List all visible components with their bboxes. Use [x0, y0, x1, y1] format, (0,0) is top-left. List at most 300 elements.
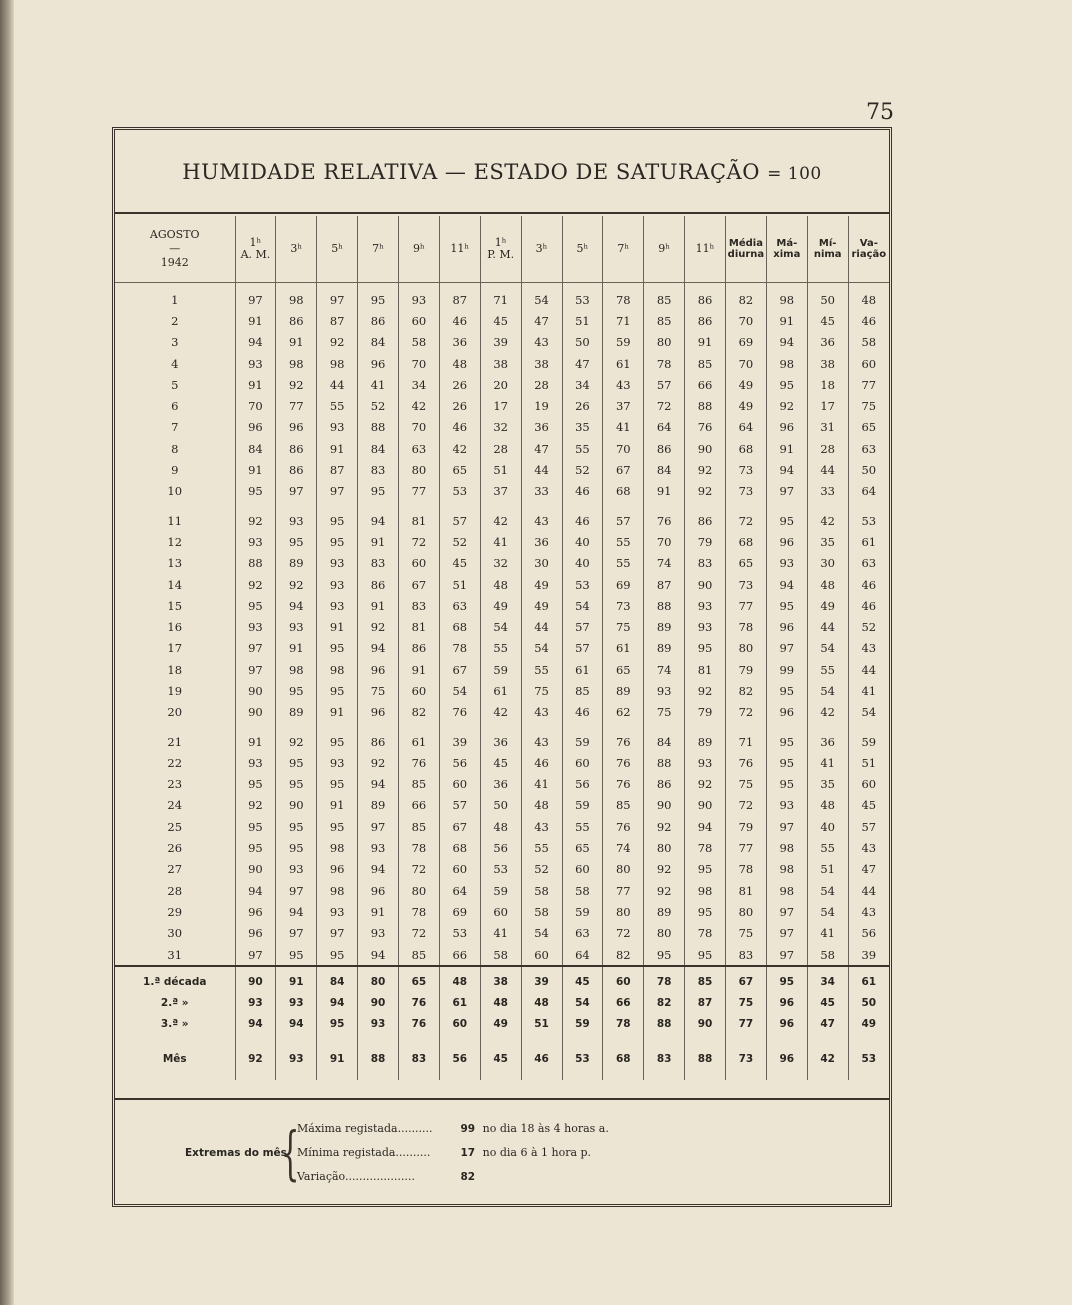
- value-cell: 75: [726, 774, 767, 795]
- stat-header: [848, 216, 889, 283]
- gap-cell: [276, 1072, 317, 1080]
- gap-cell: [235, 502, 276, 510]
- day-cell: 5: [171, 377, 179, 392]
- value-cell: 60: [399, 553, 440, 574]
- gap-cell: [399, 502, 440, 510]
- value-cell: 30: [807, 553, 848, 574]
- value-cell: 42: [480, 510, 521, 531]
- value-cell: 95: [235, 481, 276, 502]
- value-cell: 97: [766, 638, 807, 659]
- summary-value: 90: [685, 1013, 726, 1034]
- value-cell: 94: [358, 510, 399, 531]
- value-cell: 90: [685, 795, 726, 816]
- value-cell: 86: [685, 510, 726, 531]
- value-cell: 92: [644, 880, 685, 901]
- value-cell: 44: [521, 459, 562, 480]
- table-row: [115, 353, 889, 374]
- gap-cell: [562, 723, 603, 731]
- stat-header: [807, 216, 848, 283]
- value-cell: 91: [235, 374, 276, 395]
- value-cell: 81: [726, 880, 767, 901]
- value-cell: 46: [439, 310, 480, 331]
- gap-cell: [766, 1034, 807, 1046]
- value-cell: 60: [439, 859, 480, 880]
- value-cell: 73: [726, 481, 767, 502]
- value-cell: 46: [562, 510, 603, 531]
- value-cell: 95: [276, 837, 317, 858]
- value-cell: 28: [480, 438, 521, 459]
- gap-cell: [276, 723, 317, 731]
- value-cell: 50: [480, 795, 521, 816]
- value-cell: 95: [685, 944, 726, 966]
- value-cell: 67: [399, 574, 440, 595]
- gap-cell: [603, 1034, 644, 1046]
- title-equals: = 100: [767, 164, 822, 184]
- hour-header-line: 9ʰ: [658, 241, 671, 255]
- value-cell: 89: [276, 553, 317, 574]
- extremes-label: Extremas do mês: [185, 1147, 287, 1159]
- value-cell: 93: [235, 353, 276, 374]
- table-row: [115, 531, 889, 552]
- value-cell: 44: [807, 616, 848, 637]
- summary-spacer: [115, 1034, 889, 1046]
- value-cell: 95: [766, 595, 807, 616]
- extreme-max-value: 99: [460, 1123, 476, 1135]
- value-cell: 79: [726, 816, 767, 837]
- value-cell: 96: [358, 880, 399, 901]
- value-cell: 96: [235, 417, 276, 438]
- value-cell: 86: [358, 731, 399, 752]
- value-cell: 28: [807, 438, 848, 459]
- value-cell: 93: [685, 595, 726, 616]
- value-cell: 77: [848, 374, 889, 395]
- value-cell: 87: [317, 310, 358, 331]
- value-cell: 97: [317, 283, 358, 311]
- value-cell: 45: [480, 752, 521, 773]
- table-row: [115, 680, 889, 701]
- value-cell: 96: [235, 923, 276, 944]
- value-cell: 71: [603, 310, 644, 331]
- hour-header-line: A. M.: [240, 248, 271, 261]
- value-cell: 91: [644, 481, 685, 502]
- value-cell: 92: [276, 374, 317, 395]
- gap-cell: [726, 1072, 767, 1080]
- value-cell: 57: [562, 616, 603, 637]
- value-cell: 19: [521, 395, 562, 416]
- summary-value: 65: [399, 971, 440, 992]
- value-cell: 93: [317, 752, 358, 773]
- value-cell: 95: [276, 816, 317, 837]
- value-cell: 97: [235, 638, 276, 659]
- value-cell: 93: [766, 795, 807, 816]
- value-cell: 69: [439, 901, 480, 922]
- value-cell: 54: [480, 616, 521, 637]
- value-cell: 66: [439, 944, 480, 966]
- value-cell: 98: [317, 353, 358, 374]
- value-cell: 90: [235, 859, 276, 880]
- summary-value: 94: [235, 1013, 276, 1034]
- value-cell: 41: [848, 680, 889, 701]
- value-cell: 54: [562, 595, 603, 616]
- table-row: [115, 283, 889, 311]
- value-cell: 95: [276, 944, 317, 966]
- day-cell: 16: [167, 620, 183, 635]
- value-cell: 56: [562, 774, 603, 795]
- value-cell: 95: [276, 680, 317, 701]
- day-cell: 21: [167, 734, 183, 749]
- day-cell: 14: [167, 577, 183, 592]
- value-cell: 54: [807, 680, 848, 701]
- stat-header-line: nima: [813, 249, 842, 260]
- value-cell: 68: [726, 531, 767, 552]
- value-cell: 85: [685, 353, 726, 374]
- value-cell: 98: [766, 859, 807, 880]
- value-cell: 97: [276, 880, 317, 901]
- value-cell: 41: [807, 923, 848, 944]
- value-cell: 95: [766, 774, 807, 795]
- extremes-block: [185, 1119, 865, 1192]
- value-cell: 44: [848, 880, 889, 901]
- value-cell: 83: [399, 595, 440, 616]
- value-cell: 46: [562, 702, 603, 723]
- value-cell: 81: [685, 659, 726, 680]
- summary-value: 45: [562, 971, 603, 992]
- value-cell: 94: [358, 638, 399, 659]
- title-main: HUMIDADE RELATIVA — ESTADO DE SATURAÇÃO: [182, 160, 760, 184]
- value-cell: 92: [644, 816, 685, 837]
- day-cell: 31: [167, 947, 183, 962]
- gap-cell: [480, 502, 521, 510]
- value-cell: 65: [439, 459, 480, 480]
- day-cell: 2: [171, 313, 179, 328]
- gap-cell: [439, 1072, 480, 1080]
- value-cell: 96: [358, 659, 399, 680]
- value-cell: 94: [685, 816, 726, 837]
- value-cell: 78: [439, 638, 480, 659]
- table-row: [115, 901, 889, 922]
- gap-cell: [644, 502, 685, 510]
- hour-header: [685, 216, 726, 283]
- value-cell: 86: [358, 310, 399, 331]
- value-cell: 78: [399, 901, 440, 922]
- month-value: 83: [399, 1046, 440, 1072]
- summary-value: 49: [480, 1013, 521, 1034]
- table-row: [115, 837, 889, 858]
- month-header: [115, 216, 235, 283]
- value-cell: 72: [644, 395, 685, 416]
- value-cell: 48: [480, 574, 521, 595]
- value-cell: 85: [644, 283, 685, 311]
- value-cell: 92: [235, 510, 276, 531]
- value-cell: 83: [685, 553, 726, 574]
- value-cell: 92: [235, 795, 276, 816]
- gap-cell: [685, 1034, 726, 1046]
- value-cell: 41: [480, 923, 521, 944]
- day-cell: 13: [167, 556, 183, 571]
- stat-header-line: diurna: [727, 249, 765, 260]
- value-cell: 52: [562, 459, 603, 480]
- summary-value: 93: [276, 992, 317, 1013]
- value-cell: 41: [603, 417, 644, 438]
- gap-cell: [358, 1072, 399, 1080]
- day-cell: 19: [167, 683, 183, 698]
- value-cell: 93: [317, 901, 358, 922]
- gap-cell: [317, 502, 358, 510]
- value-cell: 38: [480, 353, 521, 374]
- gap-cell: [848, 723, 889, 731]
- value-cell: 43: [521, 510, 562, 531]
- value-cell: 50: [807, 283, 848, 311]
- value-cell: 80: [644, 332, 685, 353]
- value-cell: 55: [480, 638, 521, 659]
- value-cell: 98: [766, 283, 807, 311]
- value-cell: 90: [644, 795, 685, 816]
- value-cell: 64: [439, 880, 480, 901]
- summary-value: 80: [358, 971, 399, 992]
- value-cell: 72: [399, 923, 440, 944]
- gap-cell: [115, 1034, 235, 1046]
- table-row: [115, 616, 889, 637]
- value-cell: 98: [685, 880, 726, 901]
- table-row: [115, 731, 889, 752]
- table-row: [115, 553, 889, 574]
- value-cell: 49: [521, 574, 562, 595]
- table-row: [115, 374, 889, 395]
- value-cell: 95: [644, 944, 685, 966]
- value-cell: 43: [521, 702, 562, 723]
- value-cell: 39: [480, 332, 521, 353]
- value-cell: 58: [521, 901, 562, 922]
- value-cell: 52: [358, 395, 399, 416]
- value-cell: 48: [807, 795, 848, 816]
- month-value: 73: [726, 1046, 767, 1072]
- value-cell: 70: [644, 531, 685, 552]
- summary-value: 45: [807, 992, 848, 1013]
- gap-cell: [399, 1072, 440, 1080]
- value-cell: 80: [603, 859, 644, 880]
- value-cell: 93: [276, 859, 317, 880]
- gap-cell: [358, 1034, 399, 1046]
- value-cell: 57: [603, 510, 644, 531]
- day-cell: 28: [167, 883, 183, 898]
- stat-header-line: Média: [728, 238, 763, 249]
- value-cell: 20: [480, 374, 521, 395]
- value-cell: 61: [603, 353, 644, 374]
- value-cell: 93: [235, 531, 276, 552]
- value-cell: 55: [603, 531, 644, 552]
- summary-value: 54: [562, 992, 603, 1013]
- day-cell: 22: [167, 755, 183, 770]
- value-cell: 92: [685, 481, 726, 502]
- gap-cell: [766, 1072, 807, 1080]
- stat-header: [726, 216, 767, 283]
- value-cell: 42: [399, 395, 440, 416]
- value-cell: 95: [766, 510, 807, 531]
- value-cell: 95: [235, 595, 276, 616]
- value-cell: 94: [235, 332, 276, 353]
- gap-cell: [235, 1072, 276, 1080]
- value-cell: 93: [317, 417, 358, 438]
- summary-value: 90: [235, 971, 276, 992]
- header-row: [115, 216, 889, 283]
- table-row: [115, 395, 889, 416]
- summary-value: 93: [358, 1013, 399, 1034]
- value-cell: 64: [848, 481, 889, 502]
- value-cell: 95: [276, 531, 317, 552]
- gap-cell: [521, 1072, 562, 1080]
- month-row: [115, 1046, 889, 1072]
- value-cell: 60: [399, 310, 440, 331]
- extreme-max-label: Máxima registada..........: [297, 1122, 433, 1135]
- value-cell: 89: [685, 731, 726, 752]
- extreme-variation-value: 82: [460, 1171, 476, 1183]
- gap-cell: [480, 1034, 521, 1046]
- hour-header-line: 5ʰ: [331, 241, 344, 255]
- value-cell: 74: [644, 659, 685, 680]
- table-row: [115, 510, 889, 531]
- value-cell: 90: [685, 438, 726, 459]
- value-cell: 89: [644, 638, 685, 659]
- hour-header-line: 9ʰ: [413, 241, 425, 255]
- value-cell: 64: [562, 944, 603, 966]
- extreme-min-label: Mínima registada..........: [297, 1146, 431, 1159]
- decade-summary-row: [115, 971, 889, 992]
- gap-cell: [317, 723, 358, 731]
- humidity-table: [115, 216, 889, 1080]
- gap-cell: [521, 723, 562, 731]
- month-value: 83: [644, 1046, 685, 1072]
- value-cell: 80: [399, 880, 440, 901]
- value-cell: 75: [358, 680, 399, 701]
- value-cell: 70: [726, 353, 767, 374]
- gap-cell: [439, 1034, 480, 1046]
- value-cell: 51: [480, 459, 521, 480]
- decade-gap: [115, 502, 889, 510]
- value-cell: 70: [399, 353, 440, 374]
- month-header-line: —: [169, 242, 181, 256]
- table-row: [115, 923, 889, 944]
- value-cell: 97: [276, 923, 317, 944]
- hour-header-line: 5ʰ: [576, 241, 589, 255]
- book-spine: [0, 0, 14, 1305]
- summary-value: 67: [726, 971, 767, 992]
- value-cell: 96: [766, 616, 807, 637]
- gap-cell: [317, 1034, 358, 1046]
- hour-header-line: 3ʰ: [535, 241, 548, 255]
- gap-cell: [276, 502, 317, 510]
- table-row: [115, 880, 889, 901]
- value-cell: 92: [766, 395, 807, 416]
- value-cell: 91: [317, 438, 358, 459]
- summary-value: 66: [603, 992, 644, 1013]
- summary-value: 96: [766, 992, 807, 1013]
- value-cell: 86: [685, 283, 726, 311]
- value-cell: 72: [726, 510, 767, 531]
- value-cell: 28: [521, 374, 562, 395]
- value-cell: 93: [317, 574, 358, 595]
- value-cell: 76: [603, 774, 644, 795]
- gap-cell: [807, 1034, 848, 1046]
- gap-cell: [399, 723, 440, 731]
- page-number: 75: [866, 100, 894, 125]
- value-cell: 78: [644, 353, 685, 374]
- value-cell: 93: [766, 553, 807, 574]
- value-cell: 45: [807, 310, 848, 331]
- summary-label: 2.ª »: [160, 996, 189, 1009]
- value-cell: 95: [317, 531, 358, 552]
- value-cell: 59: [848, 731, 889, 752]
- gap-cell: [848, 502, 889, 510]
- value-cell: 65: [603, 659, 644, 680]
- month-value: 56: [439, 1046, 480, 1072]
- value-cell: 71: [480, 283, 521, 311]
- value-cell: 98: [317, 880, 358, 901]
- gap-cell: [115, 1072, 235, 1080]
- value-cell: 38: [521, 353, 562, 374]
- value-cell: 47: [521, 438, 562, 459]
- month-value: 93: [276, 1046, 317, 1072]
- value-cell: 44: [317, 374, 358, 395]
- value-cell: 93: [685, 616, 726, 637]
- month-value: 92: [235, 1046, 276, 1072]
- value-cell: 80: [644, 923, 685, 944]
- hour-header-line: 11ʰ: [695, 241, 715, 255]
- value-cell: 36: [521, 531, 562, 552]
- day-cell: 26: [167, 841, 183, 856]
- gap-cell: [603, 723, 644, 731]
- value-cell: 60: [562, 752, 603, 773]
- value-cell: 58: [521, 880, 562, 901]
- value-cell: 75: [603, 616, 644, 637]
- value-cell: 78: [685, 837, 726, 858]
- value-cell: 45: [439, 553, 480, 574]
- summary-value: 76: [399, 1013, 440, 1034]
- value-cell: 98: [276, 353, 317, 374]
- value-cell: 92: [685, 680, 726, 701]
- footer-rule: [115, 1098, 889, 1100]
- value-cell: 57: [644, 374, 685, 395]
- gap-cell: [644, 723, 685, 731]
- value-cell: 85: [399, 944, 440, 966]
- summary-value: 48: [480, 992, 521, 1013]
- summary-label: 3.ª »: [160, 1017, 189, 1030]
- value-cell: 58: [399, 332, 440, 353]
- value-cell: 96: [766, 531, 807, 552]
- day-cell: 18: [167, 662, 183, 677]
- table-row: [115, 795, 889, 816]
- value-cell: 43: [521, 731, 562, 752]
- value-cell: 42: [807, 702, 848, 723]
- value-cell: 70: [726, 310, 767, 331]
- value-cell: 46: [562, 481, 603, 502]
- value-cell: 51: [562, 310, 603, 331]
- extreme-min-note: no dia 6 à 1 hora p.: [482, 1146, 592, 1159]
- value-cell: 98: [766, 880, 807, 901]
- value-cell: 95: [358, 283, 399, 311]
- value-cell: 53: [562, 574, 603, 595]
- value-cell: 92: [235, 574, 276, 595]
- value-cell: 48: [521, 795, 562, 816]
- value-cell: 95: [317, 680, 358, 701]
- value-cell: 92: [317, 332, 358, 353]
- value-cell: 93: [358, 923, 399, 944]
- table-row: [115, 459, 889, 480]
- value-cell: 64: [726, 417, 767, 438]
- value-cell: 57: [562, 638, 603, 659]
- summary-value: 48: [521, 992, 562, 1013]
- summary-value: 34: [807, 971, 848, 992]
- value-cell: 48: [439, 353, 480, 374]
